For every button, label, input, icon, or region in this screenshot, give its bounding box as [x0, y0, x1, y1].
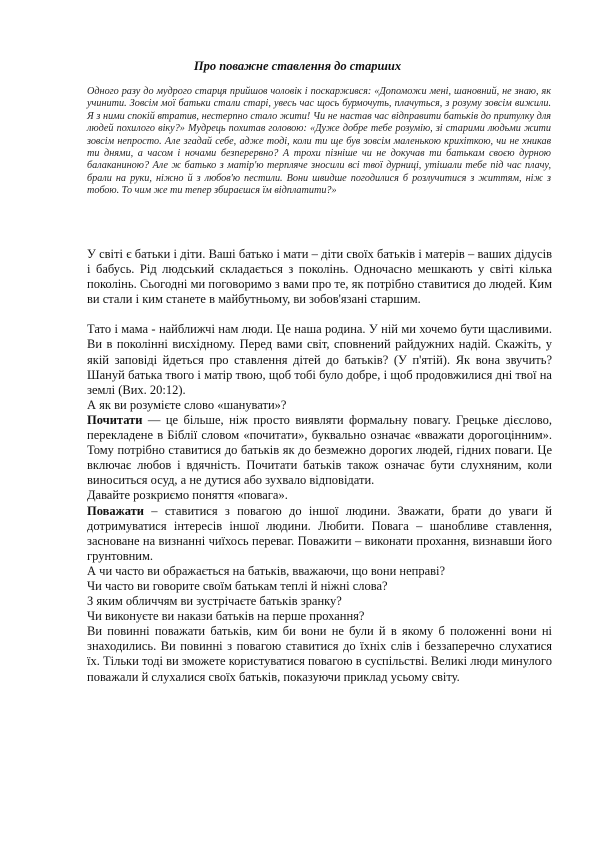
document-body	[87, 247, 552, 685]
definition-respect: – ставитися з повагою до іншої людини. Зважати, брати до уваги й дотримуватися інтересів іншої людини. Любити. Повага – шанобливе ставлення, засноване на визнанні чиїхось переваг. Поважити – виконати прохання, визнавши його грунтовним.	[87, 503, 552, 563]
question-honor-meaning: А як ви розумієте слово «шанувати»?	[87, 397, 287, 412]
question-obedience: Чи виконуєте ви накази батьків на перше прохання?	[87, 609, 365, 624]
question-morning-face: З яким обличчям ви зустрічаєте батьків зранку?	[87, 594, 342, 609]
page-title: Про поважне ставлення до старших	[193, 59, 402, 73]
definition-honor: — це більше, ніж просто виявляти формальну повагу. Грецьке дієслово, перекладене в Біблії словом «почитати», буквально означає «вважати дорогоцінним». Тому потрібно ставитися до батьків як до безмежно дорогих людей, гідних поваги. Це включає любов і вдячність. Почитати батьків також означає бути слухняним, коли виноситься осуд, а не дутися або зухвало відповідати.	[87, 412, 552, 488]
term-respect: Поважати	[87, 503, 144, 518]
question-kind-words: Чи часто ви говорите своїм батькам теплі й ніжні слова?	[87, 578, 388, 593]
paragraph-definition-respect	[87, 504, 552, 564]
paragraph-generations: У світі є батьки і діти. Ваші батько і мати – діти своїх батьків і матерів – ваших дідусів і бабусь. Рід людський складається з поколінь. Одночасно мешкають у світі кілька поколінь. Сьогодні ми поговоримо з вами про те, як потрібно ставитися до людей. Ким ви стали і ким станете в майбутньому, ви зобов'язані старшим.	[87, 247, 552, 307]
question-offense: А чи часто ви ображається на батьків, вважаючи, що вони неправі?	[87, 563, 446, 578]
paragraph-gap	[87, 307, 552, 322]
paragraph-definition-honor	[87, 413, 552, 488]
epigraph-parable: Одного разу до мудрого старця прийшов чоловік і поскаржився: «Допоможи мені, шановний, не знаю, як учинити. Зовсім мої батьки стали старі, увесь час щось бурмочуть, плачуться, з розуму зовсім вижили. Я з ними спокій втратив, нестерпно стало жити! Чи не настав час відправити батьків до притулку для людей похилого віку?» Мудрець похитав головою: «Дуже добре тебе розумію, зі старими людьми жити зовсім непросто. Але згадай себе, адже тоді, коли ти ще був зовсім маленькою крихіткою, чи не хникав ти днями, а часом і ночами безперервно? А трохи пізніше чи не докучав ти батькам своєю дурною балаканиною? Але ж батько з матір'ю терпляче зносили всі твої дурниці, утішали тебе під час плачу, брали на руки, ніжно й з любов'ю пестили. Вони швидше погодилися б розлучитися з життям, ніж з тобою. То чим же ти тепер збираєшся їм відплатити?»	[87, 86, 551, 197]
paragraph-family: Тато і мама - найближчі нам люди. Це наша родина. У ній ми хочемо бути щасливими. Ви в поколінні висхідному. Перед вами світ, сповнений райдужних надій. Скажіть, у якій заповіді йдеться про ставлення дітей до батьків? (У п'ятій). Як вона звучить? Шануй батька твого і матір твою, щоб тобі було добре, і щоб продовжилися дні твої на землі (Вих. 20:12).	[87, 322, 552, 397]
prompt-respect: Давайте розкриємо поняття «повага».	[87, 488, 288, 503]
paragraph-conclusion: Ви повинні поважати батьків, ким би вони не були й в якому б положенні вони ні знаходились. Ви повинні з повагою ставитися до їхніх слів і беззаперечно слухатися їх. Тільки тоді ви зможете користуватися повагою в суспільстві. Великі люди минулого поважали й слухалися своїх батьків, показуючи приклад усьому світу.	[87, 624, 552, 684]
term-honor: Почитати	[87, 412, 143, 427]
